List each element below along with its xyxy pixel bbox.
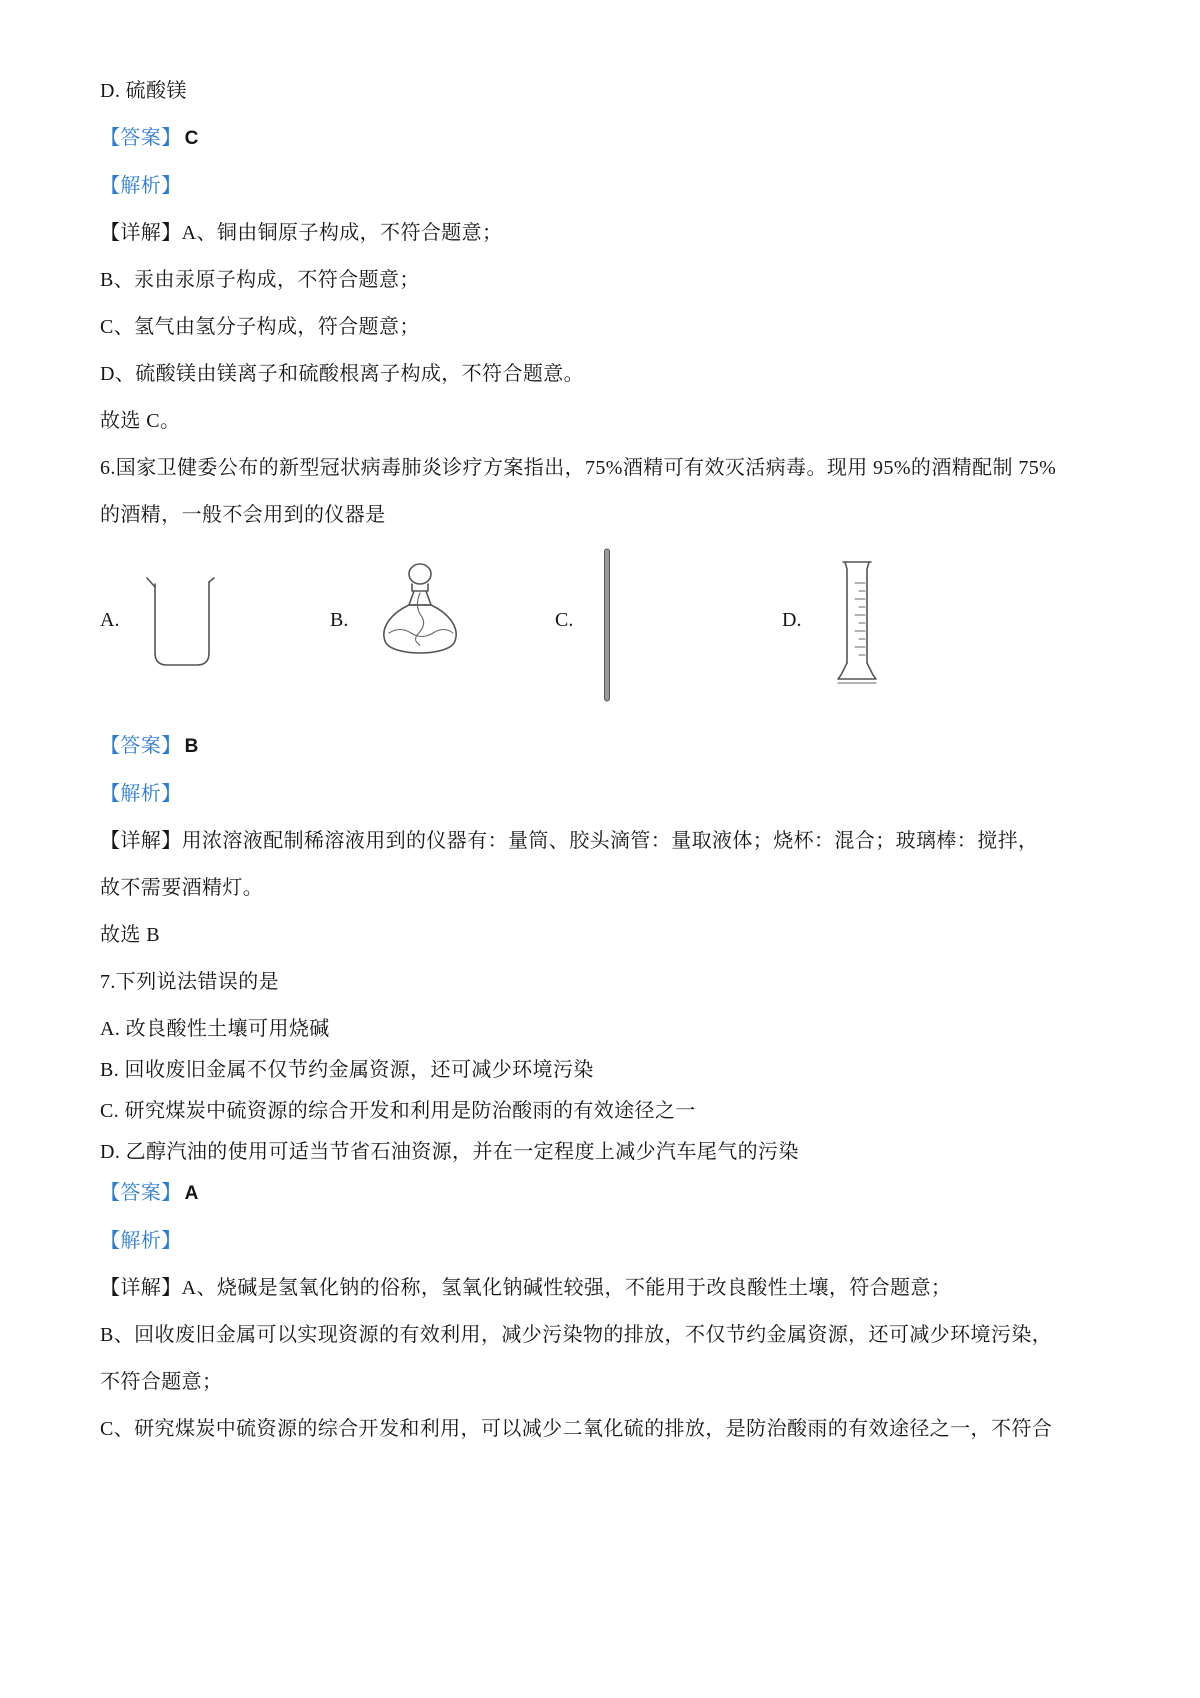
q6-option-a-label: A. xyxy=(100,609,120,631)
q7-option-c: C. 研究煤炭中硫资源的综合开发和利用是防治酸雨的有效途径之一 xyxy=(100,1100,696,1122)
q6-option-b-label: B. xyxy=(330,609,349,631)
q5-conclusion: 故选 C。 xyxy=(100,410,181,432)
answer-label: 【答案】 xyxy=(100,735,182,757)
q6-detail-line: 【详解】用浓溶液配制稀溶液用到的仪器有：量筒、胶头滴管：量取液体；烧杯：混合；玻璃棒：搅拌， xyxy=(100,830,1039,852)
beaker-icon xyxy=(140,575,220,671)
answer-value: B xyxy=(184,736,199,757)
q6-option-c-label: C. xyxy=(555,609,574,631)
q5-analysis-line xyxy=(100,171,1108,201)
alcohol-lamp-icon xyxy=(370,561,470,673)
q7-option-b: B. 回收废旧金属不仅节约金属资源，还可减少环境污染 xyxy=(100,1059,594,1081)
q6-answer-line xyxy=(100,731,1108,762)
q6-options-row xyxy=(100,547,1108,705)
analysis-label: 【解析】 xyxy=(100,175,182,197)
q7-stem: 7.下列说法错误的是 xyxy=(100,971,279,993)
q7-detail-line: 【详解】A、烧碱是氢氧化钠的俗称，氢氧化钠碱性较强，不能用于改良酸性土壤，符合题意； xyxy=(100,1277,952,1299)
analysis-label: 【解析】 xyxy=(100,783,182,805)
answer-label: 【答案】 xyxy=(100,127,182,149)
answer-label: 【答案】 xyxy=(100,1182,182,1204)
q7-answer-line xyxy=(100,1178,1108,1209)
q5-detail-line: 【详解】A、铜由铜原子构成，不符合题意； xyxy=(100,222,503,244)
graduated-cylinder-icon xyxy=(835,559,879,693)
q6-stem-line2: 的酒精，一般不会用到的仪器是 xyxy=(100,504,386,526)
q7-detail-line: B、回收废旧金属可以实现资源的有效利用，减少污染物的排放，不仅节约金属资源，还可减少环境污染， xyxy=(100,1324,1053,1346)
q7-detail-line: 不符合题意； xyxy=(100,1371,223,1393)
analysis-label: 【解析】 xyxy=(100,1230,182,1252)
answer-value: C xyxy=(184,128,199,149)
q5-option-d: D. 硫酸镁 xyxy=(100,80,187,102)
q6-stem-line1: 6.国家卫健委公布的新型冠状病毒肺炎诊疗方案指出，75%酒精可有效灭活病毒。现用 95%的酒精配制 75% xyxy=(100,457,1057,479)
q6-analysis-line xyxy=(100,779,1108,809)
q7-option-d: D. 乙醇汽油的使用可适当节省石油资源，并在一定程度上减少汽车尾气的污染 xyxy=(100,1141,799,1163)
q7-detail-line: C、研究煤炭中硫资源的综合开发和利用，可以减少二氧化硫的排放，是防治酸雨的有效途径之一，不符合 xyxy=(100,1418,1053,1440)
q5-detail-line: B、汞由汞原子构成，不符合题意； xyxy=(100,269,420,291)
q6-detail-line: 故不需要酒精灯。 xyxy=(100,877,264,899)
answer-value: A xyxy=(184,1183,199,1204)
q6-option-d-label: D. xyxy=(782,609,802,631)
q5-detail-line: D、硫酸镁由镁离子和硫酸根离子构成，不符合题意。 xyxy=(100,363,585,385)
q7-option-a: A. 改良酸性土壤可用烧碱 xyxy=(100,1018,330,1040)
q6-conclusion: 故选 B xyxy=(100,924,160,946)
q5-answer-line xyxy=(100,123,1108,154)
q5-detail-line: C、氢气由氢分子构成，符合题意； xyxy=(100,316,420,338)
glass-rod-icon xyxy=(602,547,612,703)
q7-analysis-line xyxy=(100,1226,1108,1256)
